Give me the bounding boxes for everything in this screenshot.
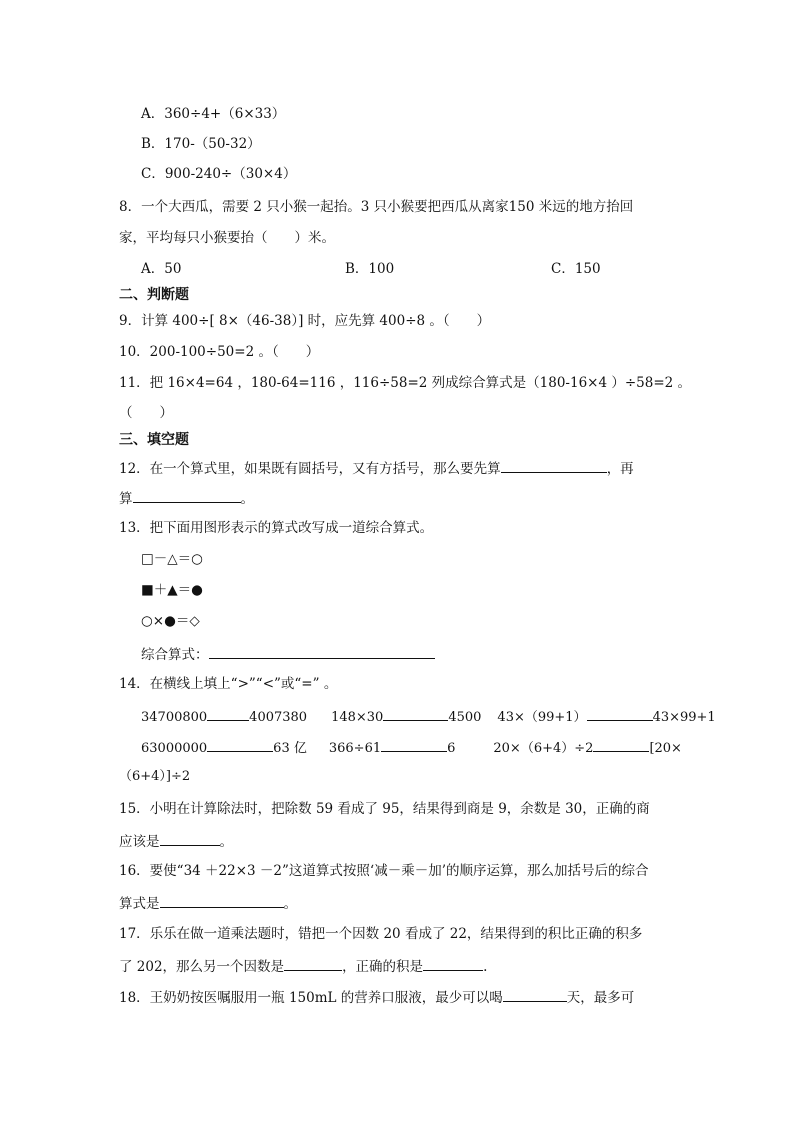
- q16-text-part1: 算式是: [119, 896, 160, 912]
- q13-equation-2: ■＋▲＝●: [141, 582, 203, 598]
- q7-option-b: B．170-（50-32）: [141, 136, 261, 152]
- q13-equation-1: □－△＝○: [141, 551, 203, 567]
- q16-blank[interactable]: [160, 892, 284, 908]
- q14-row1: [141, 705, 716, 728]
- q8-option-a: A．50: [141, 261, 182, 277]
- q17-text-part1: 了 202，那么另一个因数是: [119, 959, 285, 975]
- q12-line2: [119, 487, 254, 509]
- q13-intro: 13．把下面用图形表示的算式改写成一道综合算式。: [119, 520, 434, 536]
- q14-r2-right2: 6: [447, 741, 456, 756]
- q15-text-part2: 。: [219, 834, 233, 850]
- q17-text-part2: ，正确的积是: [342, 959, 424, 975]
- q13-equation-3: ○×●＝◇: [141, 613, 200, 629]
- q14-blank-3[interactable]: [587, 705, 653, 721]
- q12-text-part4: 。: [240, 491, 254, 507]
- q14-r1-left2: 148×30: [331, 710, 384, 725]
- q18-blank-1[interactable]: [503, 986, 567, 1002]
- q13-answer-line: [141, 643, 435, 665]
- q11-text-line1: 11．把 16×4=64 ，180-64=116 ，116÷58=2 列成综合算式是（180-16×4 ）÷58=2 。: [119, 375, 692, 391]
- q16-text-line1: 16．要使“34 ＋22×3 －2”这道算式按照‘减－乘－加’的顺序运算，那么加括号后的综合: [119, 863, 649, 879]
- q12-blank-2[interactable]: [133, 487, 241, 503]
- q14-r2-left2: 366÷61: [328, 741, 382, 756]
- q15-blank[interactable]: [160, 830, 220, 846]
- q14-r1-right2: 4500: [448, 710, 482, 725]
- q14-blank-1[interactable]: [207, 705, 249, 721]
- q14-r2-left3: 20×（6+4）÷2: [493, 741, 594, 756]
- q14-row3: （6+4）]÷2: [119, 769, 191, 784]
- q17-line2: [119, 955, 487, 977]
- q14-r1-left3: 43×（99+1）: [497, 710, 587, 725]
- q13-blank[interactable]: [209, 643, 435, 659]
- q14-blank-2[interactable]: [383, 705, 448, 721]
- q16-line2: [119, 892, 297, 914]
- q7-option-a: A．360÷4+（6×33）: [141, 106, 286, 122]
- q12-blank-1[interactable]: [501, 457, 607, 473]
- q14-r1-right3: 43×99+1: [652, 710, 716, 725]
- q12-text-part3: 算: [119, 491, 133, 507]
- q14-r2-right: 63 亿: [273, 741, 307, 756]
- q15-text-part1: 应该是: [119, 834, 160, 850]
- q15-line2: [119, 830, 233, 852]
- q12-line1: [119, 457, 634, 479]
- q8-option-b: B．100: [345, 261, 395, 277]
- q14-blank-5[interactable]: [381, 736, 447, 752]
- q17-text-part3: .: [483, 959, 488, 975]
- q14-blank-4[interactable]: [207, 736, 273, 752]
- q12-text-part1: 12．在一个算式里，如果既有圆括号，又有方括号，那么要先算: [119, 461, 501, 477]
- q14-r2-left: 63000000: [141, 741, 208, 756]
- q14-r1-left: 34700800: [141, 710, 208, 725]
- q17-blank-2[interactable]: [423, 955, 483, 971]
- q8-text-line1: 8．一个大西瓜，需要 2 只小猴一起抬。3 只小猴要把西瓜从离家150 米远的地方抬回: [119, 199, 634, 215]
- q12-text-part2: ，再: [606, 461, 634, 477]
- q17-blank-1[interactable]: [284, 955, 342, 971]
- q7-option-c: C．900-240÷（30×4）: [141, 166, 297, 182]
- q10-text: 10．200-100÷50=2 。（ ）: [119, 344, 320, 360]
- q8-text-line2: 家，平均每只小猴要抬（ ）米。: [119, 230, 335, 246]
- q14-blank-6[interactable]: [593, 736, 649, 752]
- section-title-judgement: 二、判断题: [119, 287, 189, 303]
- q18-text-part2: 天，最多可: [566, 990, 635, 1006]
- q14-r2-right3: [20×: [649, 741, 682, 756]
- q18-line1: [119, 986, 634, 1008]
- q14-r1-right: 4007380: [249, 710, 308, 725]
- q14-intro: 14．在横线上填上“>”“<”或“=” 。: [119, 676, 338, 692]
- q14-row2: [141, 736, 682, 759]
- q17-text-line1: 17．乐乐在做一道乘法题时，错把一个因数 20 看成了 22，结果得到的积比正确的积多: [119, 926, 643, 942]
- q11-text-line2: （ ）: [119, 405, 173, 421]
- q18-text-part1: 18．王奶奶按医嘱服用一瓶 150mL 的营养口服液，最少可以喝: [119, 990, 503, 1006]
- q9-text: 9．计算 400÷[ 8×（46-38）] 时，应先算 400÷8 。（ ）: [119, 313, 491, 329]
- section-title-fill-blank: 三、填空题: [119, 432, 189, 448]
- q8-option-c: C．150: [551, 261, 601, 277]
- q16-text-part2: 。: [283, 896, 297, 912]
- q15-text-line1: 15．小明在计算除法时，把除数 59 看成了 95，结果得到商是 9，余数是 30，正确的商: [119, 801, 650, 817]
- q13-label: 综合算式：: [141, 647, 209, 663]
